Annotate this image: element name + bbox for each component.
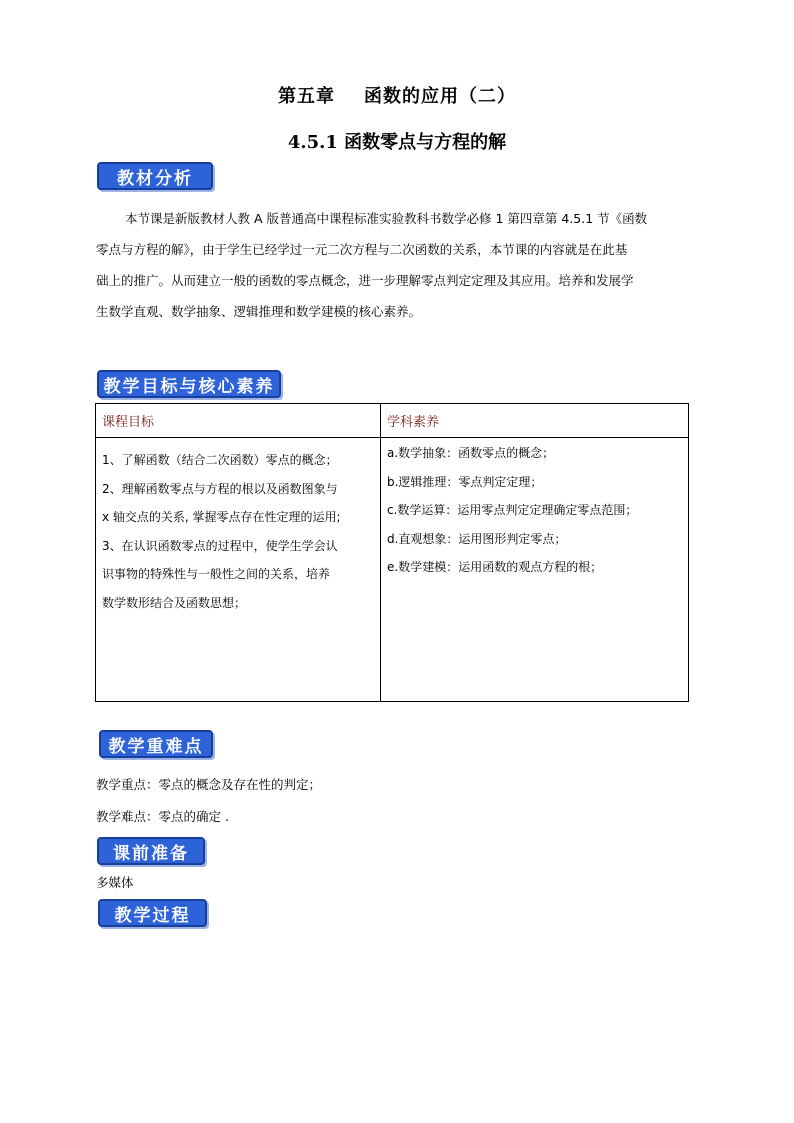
- tag-analysis: 教材分析: [97, 162, 213, 190]
- literacy-item: d.直观想象：运用图形判定零点；: [387, 531, 567, 546]
- literacy-item: e.数学建模：运用函数的观点方程的根；: [387, 560, 603, 574]
- literacy-item: a.数学抽象：函数零点的概念；: [387, 446, 555, 460]
- tag-prep: 课前准备: [97, 837, 205, 865]
- course-goal-item: 识事物的特殊性与一般性之间的关系，培养: [102, 567, 331, 581]
- course-goal-item: 1、了解函数（结合二次函数）零点的概念；: [102, 453, 338, 467]
- keypoint-hard: 教学难点：零点的确定 .: [96, 809, 229, 824]
- course-goal-item: 3、在认识函数零点的过程中，使学生学会认: [102, 538, 338, 553]
- keypoint-main: 教学重点：零点的概念及存在性的判定；: [96, 777, 322, 792]
- tag-process: 教学过程: [98, 899, 207, 927]
- prep-text: 多媒体: [96, 875, 134, 890]
- analysis-line: 零点与方程的解》，由于学生已经学过一元二次方程与二次函数的关系，本节课的内容就是在此基: [96, 242, 628, 257]
- literacy-cell: [381, 438, 689, 702]
- course-goal-item: 数学数形结合及函数思想；: [102, 595, 247, 610]
- tag-keypoints: 教学重难点: [99, 730, 213, 758]
- chapter-title: 第五章 函数的应用（二）: [277, 86, 517, 107]
- course-goal-item: 2、理解函数零点与方程的根以及函数图象与: [102, 481, 338, 496]
- tag-goals: 教学目标与核心素养: [97, 370, 281, 398]
- goals-header-right: 学科素养: [381, 404, 689, 438]
- analysis-paragraph: [96, 203, 716, 327]
- goals-header-left: 课程目标: [96, 404, 381, 438]
- analysis-line: 生数学直观、数学抽象、逻辑推理和数学建模的核心素养。: [96, 304, 422, 319]
- literacy-item: c.数学运算：运用零点判定定理确定零点范围；: [387, 503, 638, 517]
- literacy-item: b.逻辑推理：零点判定定理；: [387, 474, 543, 489]
- course-goal-item: x 轴交点的关系, 掌握零点存在性定理的运用;: [102, 510, 341, 524]
- goals-table: [95, 403, 689, 702]
- analysis-line: 本节课是新版教材人教 A 版普通高中课程标准实验教科书数学必修 1 第四章第 4.5.1 节《函数: [125, 211, 648, 226]
- analysis-line: 础上的推广。从而建立一般的函数的零点概念，进一步理解零点判定定理及其应用。培养和发展学: [96, 273, 634, 288]
- course-goals-cell: [96, 438, 381, 702]
- section-title: 4.5.1 函数零点与方程的解: [287, 132, 507, 153]
